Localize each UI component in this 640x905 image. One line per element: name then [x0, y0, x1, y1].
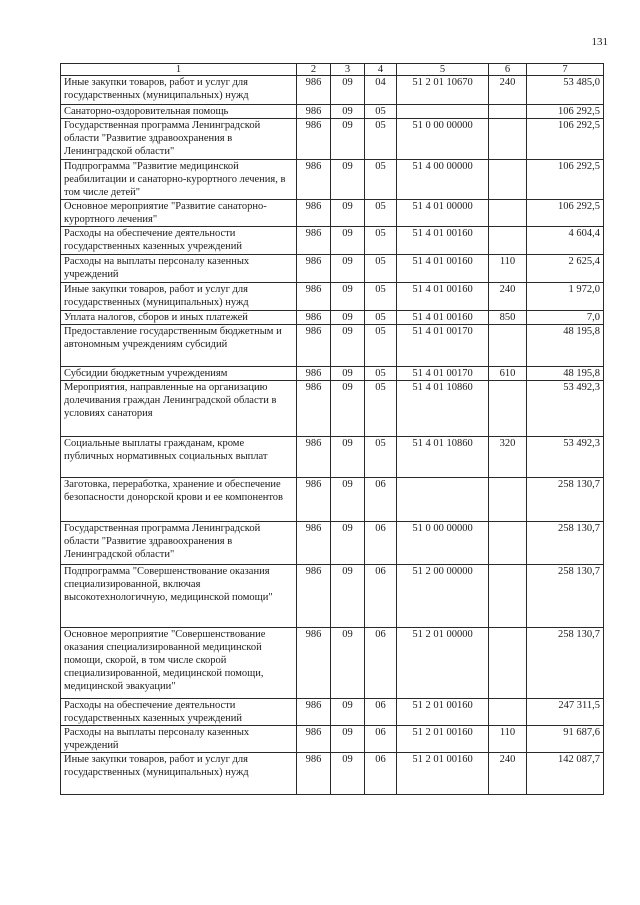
subsection-code: 06: [365, 522, 397, 565]
subsection-code: 05: [365, 227, 397, 255]
amount: 142 087,7: [527, 753, 604, 795]
target-article-code: 51 4 01 00160: [397, 255, 489, 283]
amount: 106 292,5: [527, 200, 604, 227]
admin-code: 986: [297, 76, 331, 105]
subsection-code: 06: [365, 478, 397, 522]
table-row: [61, 255, 604, 283]
expense-type-code: [489, 565, 527, 628]
target-article-code: 51 0 00 00000: [397, 119, 489, 160]
subsection-code: 05: [365, 119, 397, 160]
admin-code: 986: [297, 381, 331, 437]
admin-code: 986: [297, 325, 331, 367]
column-header: 7: [527, 64, 604, 76]
section-code: 09: [331, 367, 365, 381]
budget-item-name: Государственная программа Ленинградской области "Развитие здравоохранения в Ленинградской области": [61, 522, 297, 565]
section-code: 09: [331, 283, 365, 311]
amount: 53 492,3: [527, 437, 604, 478]
target-article-code: 51 4 01 00160: [397, 283, 489, 311]
target-article-code: 51 4 01 00000: [397, 200, 489, 227]
admin-code: 986: [297, 311, 331, 325]
subsection-code: 04: [365, 76, 397, 105]
admin-code: 986: [297, 227, 331, 255]
subsection-code: 06: [365, 753, 397, 795]
target-article-code: 51 4 01 00170: [397, 367, 489, 381]
amount: 48 195,8: [527, 367, 604, 381]
amount: 2 625,4: [527, 255, 604, 283]
expense-type-code: [489, 200, 527, 227]
amount: 106 292,5: [527, 119, 604, 160]
section-code: 09: [331, 160, 365, 200]
section-code: 09: [331, 565, 365, 628]
admin-code: 986: [297, 200, 331, 227]
expense-type-code: [489, 227, 527, 255]
admin-code: 986: [297, 283, 331, 311]
amount: 7,0: [527, 311, 604, 325]
subsection-code: 05: [365, 311, 397, 325]
budget-item-name: Санаторно-оздоровительная помощь: [61, 105, 297, 119]
budget-item-name: Государственная программа Ленинградской области "Развитие здравоохранения в Ленинградской области": [61, 119, 297, 160]
target-article-code: 51 2 01 00160: [397, 699, 489, 726]
target-article-code: 51 2 01 00160: [397, 753, 489, 795]
subsection-code: 05: [365, 437, 397, 478]
table-row: [61, 160, 604, 200]
table-row: [61, 105, 604, 119]
table-row: [61, 726, 604, 753]
admin-code: 986: [297, 160, 331, 200]
amount: 258 130,7: [527, 628, 604, 699]
expense-type-code: 320: [489, 437, 527, 478]
amount: 258 130,7: [527, 565, 604, 628]
budget-item-name: Субсидии бюджетным учреждениям: [61, 367, 297, 381]
section-code: 09: [331, 105, 365, 119]
admin-code: 986: [297, 753, 331, 795]
target-article-code: 51 4 01 00160: [397, 311, 489, 325]
expense-type-code: [489, 325, 527, 367]
section-code: 09: [331, 76, 365, 105]
expense-type-code: [489, 478, 527, 522]
table-row: [61, 437, 604, 478]
table-row: [61, 565, 604, 628]
table-row: [61, 283, 604, 311]
section-code: 09: [331, 227, 365, 255]
amount: 53 492,3: [527, 381, 604, 437]
section-code: 09: [331, 325, 365, 367]
table-row: [61, 628, 604, 699]
column-header: 5: [397, 64, 489, 76]
admin-code: 986: [297, 255, 331, 283]
expense-type-code: [489, 381, 527, 437]
section-code: 09: [331, 478, 365, 522]
admin-code: 986: [297, 726, 331, 753]
subsection-code: 05: [365, 255, 397, 283]
budget-item-name: Расходы на обеспечение деятельности государственных казенных учреждений: [61, 699, 297, 726]
table-row: [61, 227, 604, 255]
admin-code: 986: [297, 105, 331, 119]
budget-item-name: Заготовка, переработка, хранение и обеспечение безопасности донорской крови и ее компонентов: [61, 478, 297, 522]
budget-item-name: Иные закупки товаров, работ и услуг для государственных (муниципальных) нужд: [61, 283, 297, 311]
budget-item-name: Подпрограмма "Совершенствование оказания специализированной, включая высокотехнологичную, медицинской помощи": [61, 565, 297, 628]
header-row: [61, 64, 604, 76]
table-row: [61, 119, 604, 160]
target-article-code: 51 4 01 10860: [397, 437, 489, 478]
admin-code: 986: [297, 119, 331, 160]
subsection-code: 06: [365, 726, 397, 753]
target-article-code: 51 2 01 10670: [397, 76, 489, 105]
budget-item-name: Иные закупки товаров, работ и услуг для государственных (муниципальных) нужд: [61, 753, 297, 795]
subsection-code: 05: [365, 367, 397, 381]
admin-code: 986: [297, 628, 331, 699]
expense-type-code: [489, 105, 527, 119]
table-row: [61, 753, 604, 795]
admin-code: 986: [297, 367, 331, 381]
subsection-code: 05: [365, 381, 397, 437]
subsection-code: 05: [365, 160, 397, 200]
budget-item-name: Предоставление государственным бюджетным и автономным учреждениям субсидий: [61, 325, 297, 367]
subsection-code: 06: [365, 565, 397, 628]
budget-item-name: Расходы на выплаты персоналу казенных учреждений: [61, 726, 297, 753]
target-article-code: 51 4 01 00170: [397, 325, 489, 367]
expense-type-code: 610: [489, 367, 527, 381]
admin-code: 986: [297, 699, 331, 726]
column-header: 2: [297, 64, 331, 76]
admin-code: 986: [297, 437, 331, 478]
table-row: [61, 522, 604, 565]
column-header: 3: [331, 64, 365, 76]
subsection-code: 05: [365, 105, 397, 119]
section-code: 09: [331, 699, 365, 726]
target-article-code: [397, 105, 489, 119]
expense-type-code: 110: [489, 726, 527, 753]
target-article-code: 51 0 00 00000: [397, 522, 489, 565]
budget-item-name: Мероприятия, направленные на организацию долечивания граждан Ленинградской области в условиях санатория: [61, 381, 297, 437]
section-code: 09: [331, 200, 365, 227]
amount: 91 687,6: [527, 726, 604, 753]
amount: 258 130,7: [527, 478, 604, 522]
budget-item-name: Основное мероприятие "Совершенствование оказания специализированной медицинской помощи, скорой, в том числе скорой специализированной, медицинской помощи, медицинской эвакуации": [61, 628, 297, 699]
admin-code: 986: [297, 478, 331, 522]
amount: 258 130,7: [527, 522, 604, 565]
target-article-code: 51 4 00 00000: [397, 160, 489, 200]
section-code: 09: [331, 255, 365, 283]
budget-table: [60, 63, 604, 795]
table-row: [61, 200, 604, 227]
target-article-code: 51 2 00 00000: [397, 565, 489, 628]
section-code: 09: [331, 753, 365, 795]
column-header: 1: [61, 64, 297, 76]
amount: 48 195,8: [527, 325, 604, 367]
amount: 106 292,5: [527, 105, 604, 119]
target-article-code: 51 4 01 00160: [397, 227, 489, 255]
table-row: [61, 325, 604, 367]
section-code: 09: [331, 628, 365, 699]
table-body: [61, 76, 604, 795]
table-row: [61, 381, 604, 437]
amount: 247 311,5: [527, 699, 604, 726]
subsection-code: 06: [365, 628, 397, 699]
budget-item-name: Иные закупки товаров, работ и услуг для государственных (муниципальных) нужд: [61, 76, 297, 105]
section-code: 09: [331, 437, 365, 478]
target-article-code: 51 4 01 10860: [397, 381, 489, 437]
expense-type-code: 110: [489, 255, 527, 283]
expense-type-code: [489, 119, 527, 160]
expense-type-code: 240: [489, 76, 527, 105]
subsection-code: 05: [365, 200, 397, 227]
section-code: 09: [331, 726, 365, 753]
table-row: [61, 367, 604, 381]
expense-type-code: [489, 699, 527, 726]
section-code: 09: [331, 381, 365, 437]
amount: 1 972,0: [527, 283, 604, 311]
admin-code: 986: [297, 565, 331, 628]
budget-item-name: Расходы на выплаты персоналу казенных учреждений: [61, 255, 297, 283]
expense-type-code: 240: [489, 753, 527, 795]
subsection-code: 06: [365, 699, 397, 726]
section-code: 09: [331, 311, 365, 325]
table-row: [61, 311, 604, 325]
amount: 4 604,4: [527, 227, 604, 255]
subsection-code: 05: [365, 283, 397, 311]
budget-item-name: Уплата налогов, сборов и иных платежей: [61, 311, 297, 325]
admin-code: 986: [297, 522, 331, 565]
column-header: 6: [489, 64, 527, 76]
section-code: 09: [331, 522, 365, 565]
budget-item-name: Социальные выплаты гражданам, кроме публичных нормативных социальных выплат: [61, 437, 297, 478]
expense-type-code: 850: [489, 311, 527, 325]
target-article-code: 51 2 01 00000: [397, 628, 489, 699]
column-header: 4: [365, 64, 397, 76]
target-article-code: 51 2 01 00160: [397, 726, 489, 753]
amount: 106 292,5: [527, 160, 604, 200]
expense-type-code: [489, 160, 527, 200]
budget-item-name: Подпрограмма "Развитие медицинской реабилитации и санаторно-курортного лечения, в том числе детей": [61, 160, 297, 200]
amount: 53 485,0: [527, 76, 604, 105]
subsection-code: 05: [365, 325, 397, 367]
table-row: [61, 76, 604, 105]
page-number: 131: [591, 36, 608, 48]
section-code: 09: [331, 119, 365, 160]
table-row: [61, 699, 604, 726]
expense-type-code: 240: [489, 283, 527, 311]
target-article-code: [397, 478, 489, 522]
budget-item-name: Расходы на обеспечение деятельности государственных казенных учреждений: [61, 227, 297, 255]
expense-type-code: [489, 628, 527, 699]
expense-type-code: [489, 522, 527, 565]
budget-item-name: Основное мероприятие "Развитие санаторно-курортного лечения": [61, 200, 297, 227]
table-row: [61, 478, 604, 522]
